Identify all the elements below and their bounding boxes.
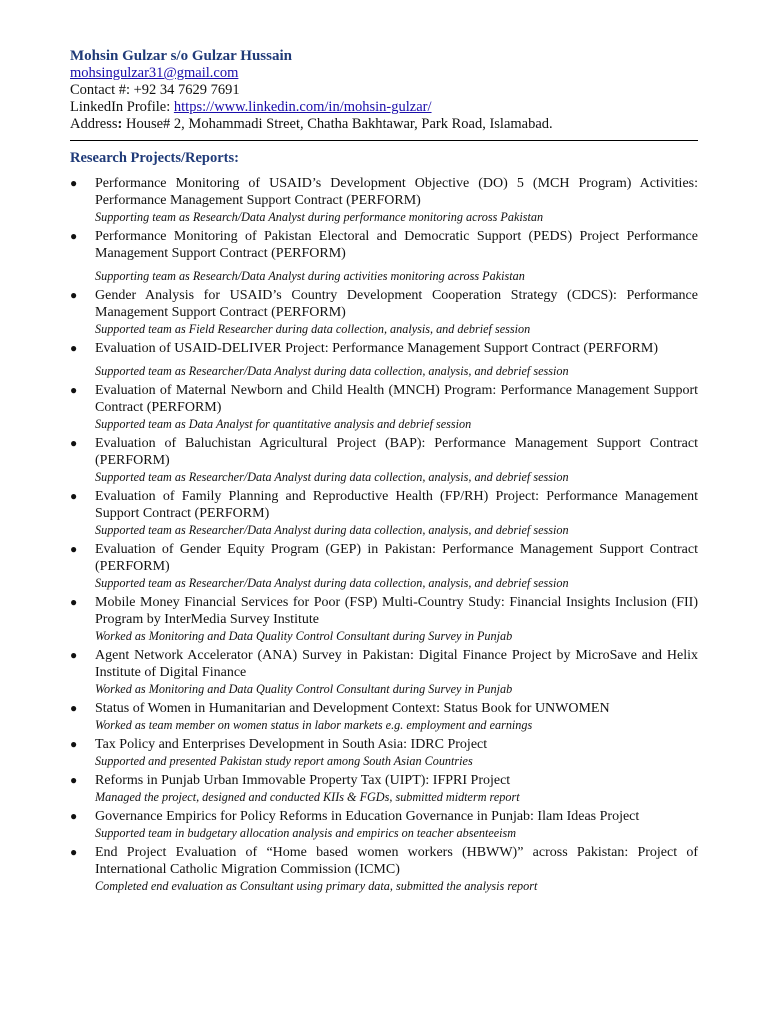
project-role: Worked as Monitoring and Data Quality Control Consultant during Survey in Punjab [95,629,513,643]
bullet-icon: ● [70,489,78,503]
bullet-icon: ● [70,595,78,609]
bullet-icon: ● [70,288,78,302]
project-item [70,287,698,337]
project-item [70,700,698,733]
linkedin-link[interactable]: https://www.linkedin.com/in/mohsin-gulzar/ [173,99,432,115]
project-item [70,844,698,894]
project-item [70,541,698,591]
project-item [70,488,698,538]
bullet-icon: ● [70,341,78,355]
bullet-icon: ● [70,809,78,823]
bullet-icon: ● [70,701,78,715]
project-item [70,772,698,805]
contact-header [70,47,698,133]
project-item [70,594,698,644]
contact-number: Contact #: +92 34 7629 7691 [70,82,240,98]
linkedin-line [70,99,698,116]
address-line: Address: House# 2, Mohammadi Street, Chatha Bakhtawar, Park Road, Islamabad. [70,116,553,132]
project-item [70,382,698,432]
project-role: Worked as Monitoring and Data Quality Control Consultant during Survey in Punjab [95,682,513,696]
header-divider [70,140,698,141]
project-item [70,736,698,769]
project-item [70,808,698,841]
bullet-icon: ● [70,845,78,859]
project-title: Evaluation of Gender Equity Program (GEP) in Pakistan: Performance Management Support Contract (PERFORM) [95,542,698,574]
project-role: Supporting team as Research/Data Analyst during activities monitoring across Pakistan [95,269,525,283]
project-title: End Project Evaluation of “Home based women workers (HBWW)” across Pakistan: Project of International Catholic Migration Commission (ICMC) [95,845,698,877]
project-title: Agent Network Accelerator (ANA) Survey in Pakistan: Digital Finance Project by MicroSave and Helix Institute of Digital Finance [95,648,698,680]
project-role: Supported team as Researcher/Data Analyst during data collection, analysis, and debrief session [95,364,569,378]
projects-list [70,175,698,897]
project-title: Performance Monitoring of Pakistan Electoral and Democratic Support (PEDS) Project Performance Management Support Contract (PERFORM) [95,229,698,261]
project-title: Status of Women in Humanitarian and Development Context: Status Book for UNWOMEN [95,701,610,716]
project-role: Completed end evaluation as Consultant using primary data, submitted the analysis report [95,879,538,893]
project-item [70,175,698,225]
address-label: Address [70,116,118,132]
project-role: Managed the project, designed and conducted KIIs & FGDs, submitted midterm report [95,790,520,804]
bullet-icon: ● [70,229,78,243]
project-item [70,228,698,284]
project-role: Supporting team as Research/Data Analyst during performance monitoring across Pakistan [95,210,544,224]
bullet-icon: ● [70,773,78,787]
project-role: Worked as team member on women status in labor markets e.g. employment and earnings [95,718,533,732]
project-role: Supported team in budgetary allocation analysis and empirics on teacher absenteeism [95,826,517,840]
project-title: Evaluation of Baluchistan Agricultural Project (BAP): Performance Management Support Contract (PERFORM) [95,436,698,468]
bullet-icon: ● [70,737,78,751]
bullet-icon: ● [70,542,78,556]
project-item [70,647,698,697]
project-title: Governance Empirics for Policy Reforms in Education Governance in Punjab: Ilam Ideas Project [95,809,640,824]
project-item [70,435,698,485]
bullet-icon: ● [70,648,78,662]
project-role: Supported team as Data Analyst for quantitative analysis and debrief session [95,417,472,431]
project-role: Supported team as Researcher/Data Analyst during data collection, analysis, and debrief session [95,523,569,537]
section-title: Research Projects/Reports: [70,150,239,166]
project-title: Mobile Money Financial Services for Poor (FSP) Multi-Country Study: Financial Insights Inclusion (FII) Program by InterMedia Survey Institute [95,595,698,627]
project-title: Performance Monitoring of USAID’s Development Objective (DO) 5 (MCH Program) Activities: Performance Management Support Contract (PERFORM) [95,176,698,208]
project-title: Tax Policy and Enterprises Development in South Asia: IDRC Project [95,737,488,752]
candidate-name: Mohsin Gulzar s/o Gulzar Hussain [70,48,292,64]
project-title: Evaluation of Family Planning and Reproductive Health (FP/RH) Project: Performance Management Support Contract (PERFORM) [95,489,698,521]
project-title: Evaluation of USAID-DELIVER Project: Performance Management Support Contract (PERFORM) [95,341,659,356]
address-text: House# 2, Mohammadi Street, Chatha Bakhtawar, Park Road, Islamabad. [122,116,553,132]
bullet-icon: ● [70,176,78,190]
linkedin-label: LinkedIn Profile: [70,99,174,115]
project-role: Supported team as Researcher/Data Analyst during data collection, analysis, and debrief session [95,576,569,590]
project-title: Evaluation of Maternal Newborn and Child Health (MNCH) Program: Performance Management Support Contract (PERFORM) [95,383,698,415]
project-title: Gender Analysis for USAID’s Country Development Cooperation Strategy (CDCS): Performance Management Support Contract (PERFORM) [95,288,698,320]
bullet-icon: ● [70,383,78,397]
project-title: Reforms in Punjab Urban Immovable Property Tax (UIPT): IFPRI Project [95,773,511,788]
bullet-icon: ● [70,436,78,450]
project-item [70,340,698,379]
project-role: Supported team as Researcher/Data Analyst during data collection, analysis, and debrief session [95,470,569,484]
project-role: Supported and presented Pakistan study report among South Asian Countries [95,754,473,768]
email-link[interactable]: mohsingulzar31@gmail.com [70,65,239,81]
project-role: Supported team as Field Researcher during data collection, analysis, and debrief session [95,322,531,336]
